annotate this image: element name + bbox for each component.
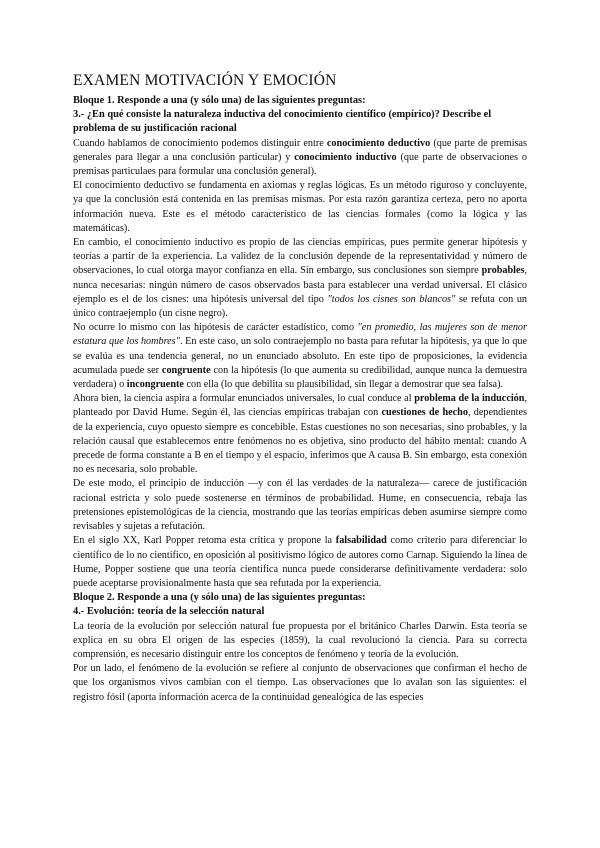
paragraph: Cuando hablamos de conocimiento podemos distinguir entre conocimiento deductivo (que parte de premisas generales para llegar a una conclusión particular) y conocimiento inductivo (que parte de observaciones o premisas particulaes para formular una conclusión general).	[73, 137, 528, 178]
page-title: EXAMEN MOTIVACIÓN Y EMOCIÓN	[73, 72, 337, 89]
question-3-heading: 3.- ¿En qué consiste la naturaleza inductiva del conocimiento científico (empírico)? Describe el problema de su justificación racional	[73, 109, 492, 135]
paragraph: De este modo, el principio de inducción —y con él las verdades de la naturaleza— carece de justificación racional estricta y solo puede sostenerse en términos de probabilidad. Hume, en consecuencia, rebaja las pretensiones epistemológicas de la ciencia, mostrando que las teorías empíricas deben asumirse siempre como revisables y sujetas a refutación.	[73, 478, 527, 533]
paragraph: El conocimiento deductivo se fundamenta en axiomas y reglas lógicas. Es un método riguroso y concluyente, ya que la conclusión está contenida en las premisas mismas. Por esta razón garantiza certeza, pero no aporta información nueva. Este es el método característico de las ciencias formales (como la lógica y las matemáticas).	[73, 180, 527, 234]
term-probables: probables	[481, 265, 525, 277]
term-conocimiento-deductivo: conocimiento deductivo	[326, 137, 431, 149]
term-incongruente: incongruente	[126, 379, 184, 391]
paragraph: Ahora bien, la ciencia aspira a formular enunciados universales, lo cual conduce al problema de la inducción, planteado por David Hume. Según él, las ciencias empíricas trabajan con cuestiones de hecho, dependientes de la experiencia, cuyo opuesto siempre es concebible. Estas cuestiones no son necesarias, sino probables, y la relación causal que establecemos entre fenómenos no es objetiva, sino producto del hábito mental: cuando A precede de forma constante a B en el tiempo y el espacio, inferimos que A causa B. Sin embargo, esta conexión no es necesaria, solo probable.	[73, 393, 527, 476]
block-1-heading: Bloque 1. Responde a una (y sólo una) de las siguientes preguntas:	[73, 95, 366, 106]
question-4-heading: 4.- Evolución: teoría de la selección natural	[73, 606, 265, 618]
paragraph: La teoría de la evolución por selección natural fue propuesta por el británico Charles Darwin. Esta teoría se explica en su obra El origen de las especies (1859), la cual revolucionó la ciencia. Para su correcta comprensión, es necesario distinguir entre los conceptos de fenómeno y teoría de la evolución.	[73, 620, 527, 660]
paragraph: No ocurre lo mismo con las hipótesis de carácter estadístico, como "en promedio, las mujeres son de menor estatura que los hombres". En este caso, un solo contraejemplo no basta para refutar la hipótesis, ya que lo que se evalúa es una tendencia general, no un enunciado absoluto. En este tipo de proposiciones, la evidencia acumulada puede ser congruente con la hipótesis (lo que aumenta su credibilidad, aunque nunca la demuestra verdadera) o incongruente con ella (lo que debilita su plausibilidad, sin llegar a demostrar que sea falsa).	[73, 322, 527, 391]
example-quote: "todos los cisnes son blancos"	[327, 293, 456, 305]
example-quote: "en promedio, las mujeres son de menor estatura que los hombres"	[73, 322, 527, 348]
block-2-heading: Bloque 2. Responde a una (y sólo una) de las siguientes preguntas:	[73, 592, 366, 604]
paragraph: Por un lado, el fenómeno de la evolución se refiere al conjunto de observaciones que confirman el hecho de que los organismos vivos cambian con el tiempo. Las observaciones que lo avalan son las siguientes: el registro fósil (aporta información acerca de la continuidad genealógica de las especies	[73, 663, 527, 703]
paragraph: En cambio, el conocimiento inductivo es propio de las ciencias empíricas, pues permite generar hipótesis y teorías a partir de la experiencia. La validez de la conclusión depende de la representatividad y número de observaciones, lo cual otorga mayor confianza en ella. Sin embargo, sus conclusiones son siempre probables, nunca necesarias: ningún número de casos observados basta para establecer una verdad universal. El clásico ejemplo es el de los cisnes: una hipótesis universal del tipo "todos los cisnes son blancos" se refuta con un único contraejemplo (un cisne negro).	[73, 237, 528, 320]
term-congruente: congruente	[161, 364, 211, 376]
term-conocimiento-inductivo: conocimiento inductivo	[294, 151, 397, 163]
paragraph: En el siglo XX, Karl Popper retoma esta crítica y propone la falsabilidad como criterio para diferenciar lo científico de lo no científico, en oposición al positivismo lógico de autores como Carnap. Siguiendo la línea de Hume, Popper sostiene que una teoría científica nunca puede considerarse definitivamente verdadera: solo puede aceptarse provisionalmente hasta que sea refutada por la experiencia.	[73, 535, 527, 589]
term-cuestiones-de-hecho: cuestiones de hecho	[381, 407, 468, 419]
term-falsabilidad: falsabilidad	[335, 535, 387, 547]
term-problema-induccion: problema de la inducción	[414, 393, 525, 405]
